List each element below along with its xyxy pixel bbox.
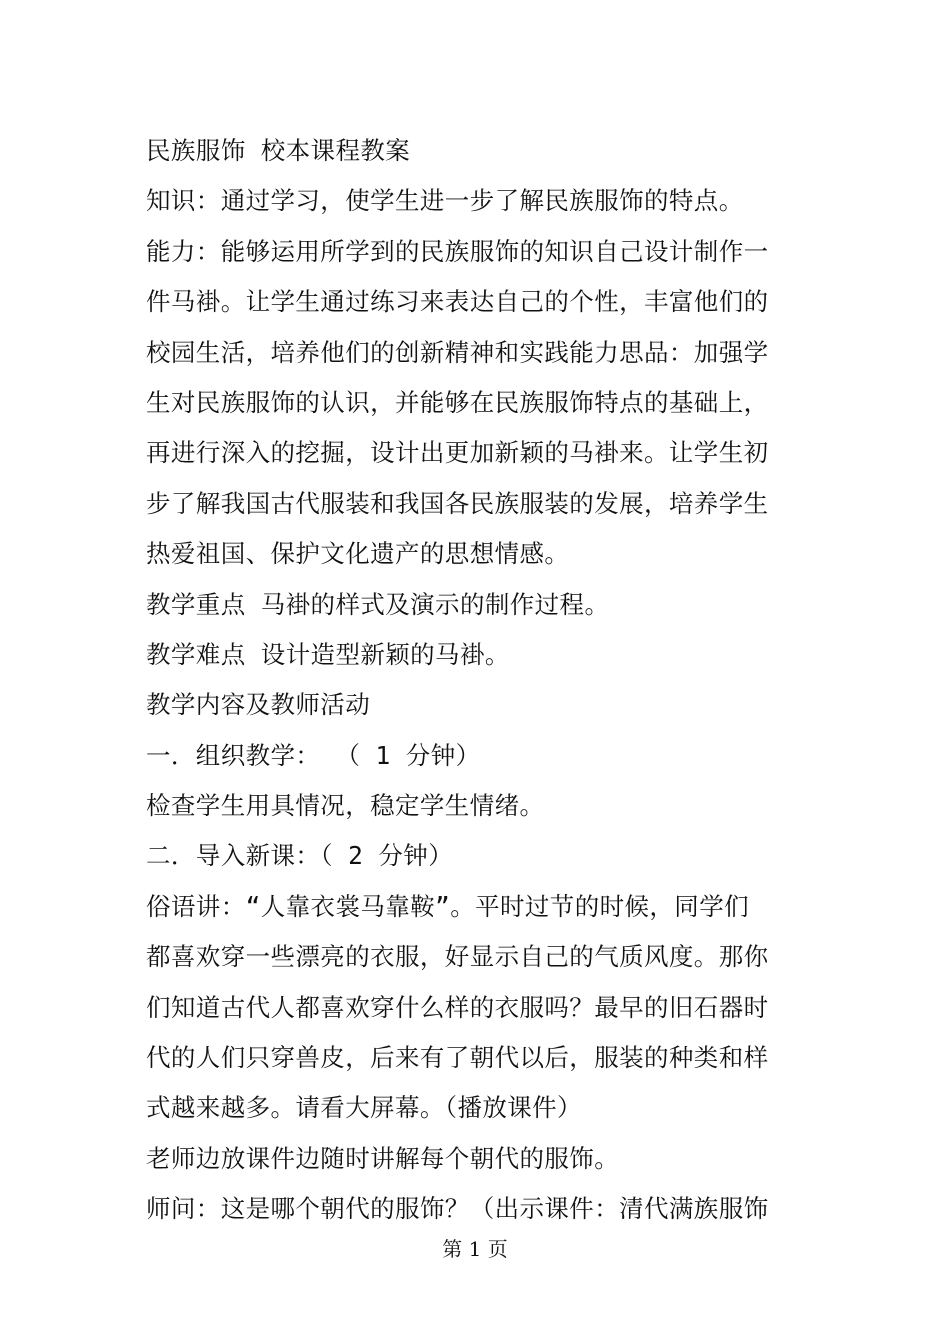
text-line: 生对民族服饰的认识，并能够在民族服饰特点的基础上， [146,387,769,417]
text-line: 校园生活，培养他们的创新精神和实践能力思品：加强学 [146,337,769,367]
text-line: 代的人们只穿兽皮，后来有了朝代以后，服装的种类和样 [146,1043,769,1073]
text-line: 都喜欢穿一些漂亮的衣服，好显示自己的气质风度。那你 [146,942,769,972]
section-heading-step-2: 二．导入新课：（ 2 分钟） [146,841,454,871]
text-line: 知识：通过学习，使学生进一步了解民族服饰的特点。 [146,186,744,216]
document-body [146,126,786,1235]
text-line: 能力：能够运用所学到的民族服饰的知识自己设计制作一 [146,236,769,266]
text-line: 师问：这是哪个朝代的服饰？（出示课件：清代满族服饰 [146,1194,769,1224]
page-number: 第 1 页 [442,1237,508,1261]
section-heading-key-point: 教学重点 马褂的样式及演示的制作过程。 [146,589,610,619]
text-line: 们知道古代人都喜欢穿什么样的衣服吗？最早的旧石器时 [146,992,769,1022]
text-line: 热爱祖国、保护文化遗产的思想情感。 [146,539,570,569]
text-line: 俗语讲：“人靠衣裳马靠鞍”。平时过节的时候，同学们 [146,891,749,921]
section-heading-content: 教学内容及教师活动 [146,690,371,720]
document-title: 民族服饰 校本课程教案 [146,136,411,165]
text-line: 检查学生用具情况，稳定学生情绪。 [146,791,545,821]
text-line: 步了解我国古代服装和我国各民族服装的发展，培养学生 [146,488,769,518]
text-line: 再进行深入的挖掘，设计出更加新颖的马褂来。让学生初 [146,438,769,468]
text-line: 老师边放课件边随时讲解每个朝代的服饰。 [146,1143,620,1173]
section-heading-difficulty: 教学难点 设计造型新颖的马褂。 [146,639,510,669]
section-heading-step-1: 一．组织教学： （ 1 分钟） [146,740,481,770]
text-line: 件马褂。让学生通过练习来表达自己的个性，丰富他们的 [146,287,769,317]
text-line: 式越来越多。请看大屏幕。（播放课件） [146,1093,582,1123]
